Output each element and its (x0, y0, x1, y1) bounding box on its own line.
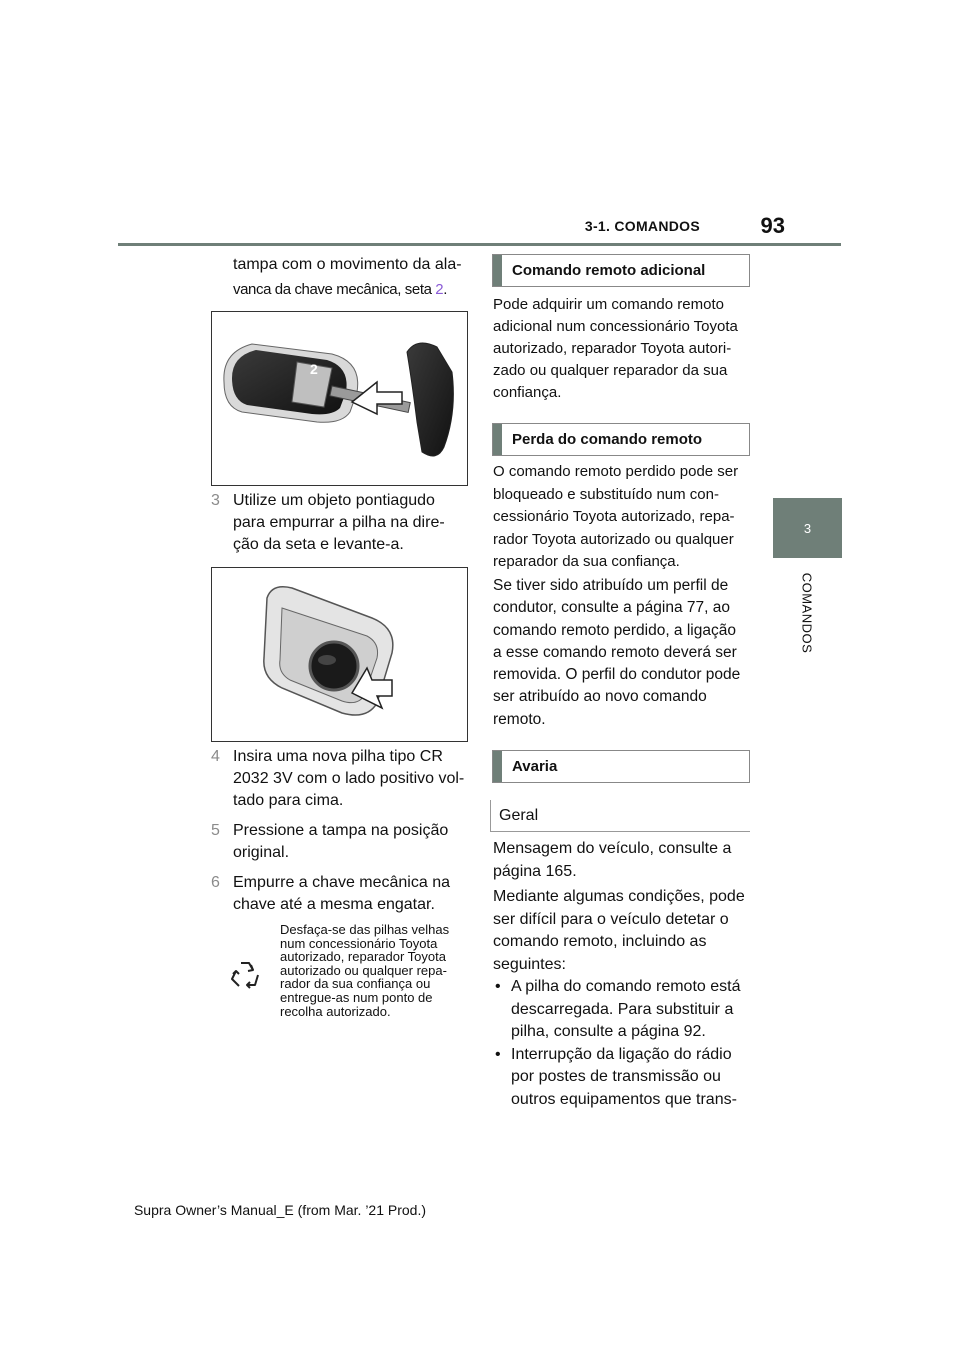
para-line: O comando remoto perdido pode ser (493, 463, 739, 480)
para-line: zado ou qualquer reparador da sua (493, 362, 728, 379)
para-vehicle-message (493, 838, 763, 883)
list-line: outros equipamentos que trans- (511, 1090, 737, 1108)
intro-text (233, 254, 473, 301)
para-line: adicional num concessionário Toyota (493, 318, 738, 335)
para-line: cessionário Toyota autorizado, repa- (493, 508, 735, 525)
section-title: 3-1. COMANDOS (584, 218, 700, 234)
heading-lost-remote (492, 423, 750, 456)
note-line: autorizado, reparador Toyota (280, 949, 446, 965)
para-line: removida. O perfil do condutor pode (493, 666, 741, 684)
intro-line (233, 279, 473, 301)
note-line: autorizado ou qualquer repa- (280, 962, 447, 978)
list-item (493, 976, 763, 1044)
para-line: Pode adquirir um comando remoto (493, 296, 724, 313)
step-line: original. (233, 844, 290, 861)
para-additional-remote (493, 294, 763, 404)
step-line: Insira uma nova pilha tipo CR (233, 748, 443, 765)
para-line: autorizado, reparador Toyota autori- (493, 340, 732, 357)
para-line: condutor, consulte a página 77, ao (493, 599, 730, 617)
page-number: 93 (760, 213, 785, 238)
heading-additional-remote (492, 254, 750, 287)
step-number: 3 (211, 492, 220, 509)
step-line: chave até a mesma engatar. (233, 896, 435, 913)
para-line: Mensagem do veículo, consulte a (493, 840, 732, 857)
intro-line: tampa com o movimento da ala- (233, 256, 462, 273)
recycle-note (280, 923, 480, 1018)
step-3 (211, 490, 471, 556)
step-6 (211, 872, 471, 916)
para-line: bloqueado e substituído num con- (493, 485, 719, 503)
chapter-side-label-text: COMANDOS (799, 572, 815, 654)
arrow-reference: 2 (435, 281, 444, 298)
battery-illustration (212, 568, 467, 741)
footer-manual-title: Supra Owner’s Manual_E (from Mar. ’21 Prod.) (133, 1202, 427, 1218)
chapter-tab (773, 498, 842, 558)
heading-bar (493, 255, 502, 286)
step-number: 5 (211, 822, 220, 839)
chapter-side-label (787, 558, 827, 668)
note-line: rador da sua confiança ou (280, 976, 431, 992)
para-line: comando remoto perdido, a ligação (493, 621, 736, 639)
step-number: 4 (211, 748, 220, 765)
svg-text:2: 2 (310, 361, 318, 377)
para-line: comando remoto, incluindo as (493, 933, 707, 950)
para-line: rador Toyota autorizado ou qualquer (493, 530, 734, 548)
heading-bar (493, 751, 502, 782)
para-line: Se tiver sido atribuído um perfil de (493, 577, 729, 594)
list-line: • Interrupção da ligação do rádio (511, 1045, 732, 1063)
step-line: para empurrar a pilha na dire- (233, 514, 445, 531)
para-line: ser atribuído ao novo comando (493, 688, 707, 706)
para-line: remoto. (493, 710, 546, 728)
step-line: 2032 3V com o lado positivo vol- (233, 770, 465, 787)
para-line: a esse comando remoto deverá ser (493, 643, 737, 661)
note-line: num concessionário Toyota (280, 935, 438, 951)
heading-text: Avaria (512, 758, 558, 775)
heading-bar (493, 424, 502, 455)
list-line: descarregada. Para substituir a (511, 1000, 734, 1018)
step-4 (211, 746, 471, 812)
list-line: • A pilha do comando remoto está (511, 978, 741, 995)
heading-text: Perda do comando remoto (512, 431, 703, 448)
step-line: ção da seta e levante-a. (233, 536, 404, 553)
header-rule (118, 243, 841, 246)
step-number: 6 (211, 874, 220, 891)
note-line: recolha autorizado. (280, 1003, 391, 1019)
para-conditions (493, 886, 763, 1111)
step-line: tado para cima. (233, 792, 344, 809)
para-line: confiança. (493, 384, 562, 401)
note-line: Desfaça-se das pilhas velhas (280, 922, 450, 937)
chapter-number: 3 (803, 520, 812, 536)
intro-line-text: vanca da chave mecânica, seta (233, 281, 436, 298)
recycle-icon (225, 955, 265, 995)
list-line: por postes de transmissão ou (511, 1068, 721, 1085)
para-line: ser difícil para o veículo detetar o (493, 910, 729, 928)
intro-line-end: . (443, 281, 448, 298)
para-driver-profile (493, 575, 763, 731)
heading-malfunction (492, 750, 750, 783)
steps-4-6 (211, 746, 471, 916)
para-line: página 165. (493, 862, 577, 880)
key-fob-illustration (212, 312, 467, 485)
list-line: pilha, consulte a página 92. (511, 1023, 706, 1040)
para-line: Mediante algumas condições, pode (493, 888, 745, 905)
step-line: Utilize um objeto pontiagudo (233, 492, 435, 509)
step-line: Pressione a tampa na posição (233, 822, 449, 839)
list-item (493, 1044, 763, 1112)
para-line: reparador da sua confiança. (493, 553, 680, 570)
para-line: seguintes: (493, 955, 566, 973)
subheading-general: Geral (490, 800, 750, 832)
note-line: entregue-as num ponto de (280, 989, 433, 1005)
figure-battery-removal (211, 567, 468, 742)
step-line: Empurre a chave mecânica na (233, 874, 450, 891)
para-lost-remote (493, 461, 763, 574)
heading-text: Comando remoto adicional (512, 262, 706, 279)
conditions-list (493, 976, 763, 1111)
figure-key-lever (211, 311, 468, 486)
step-5 (211, 820, 471, 864)
